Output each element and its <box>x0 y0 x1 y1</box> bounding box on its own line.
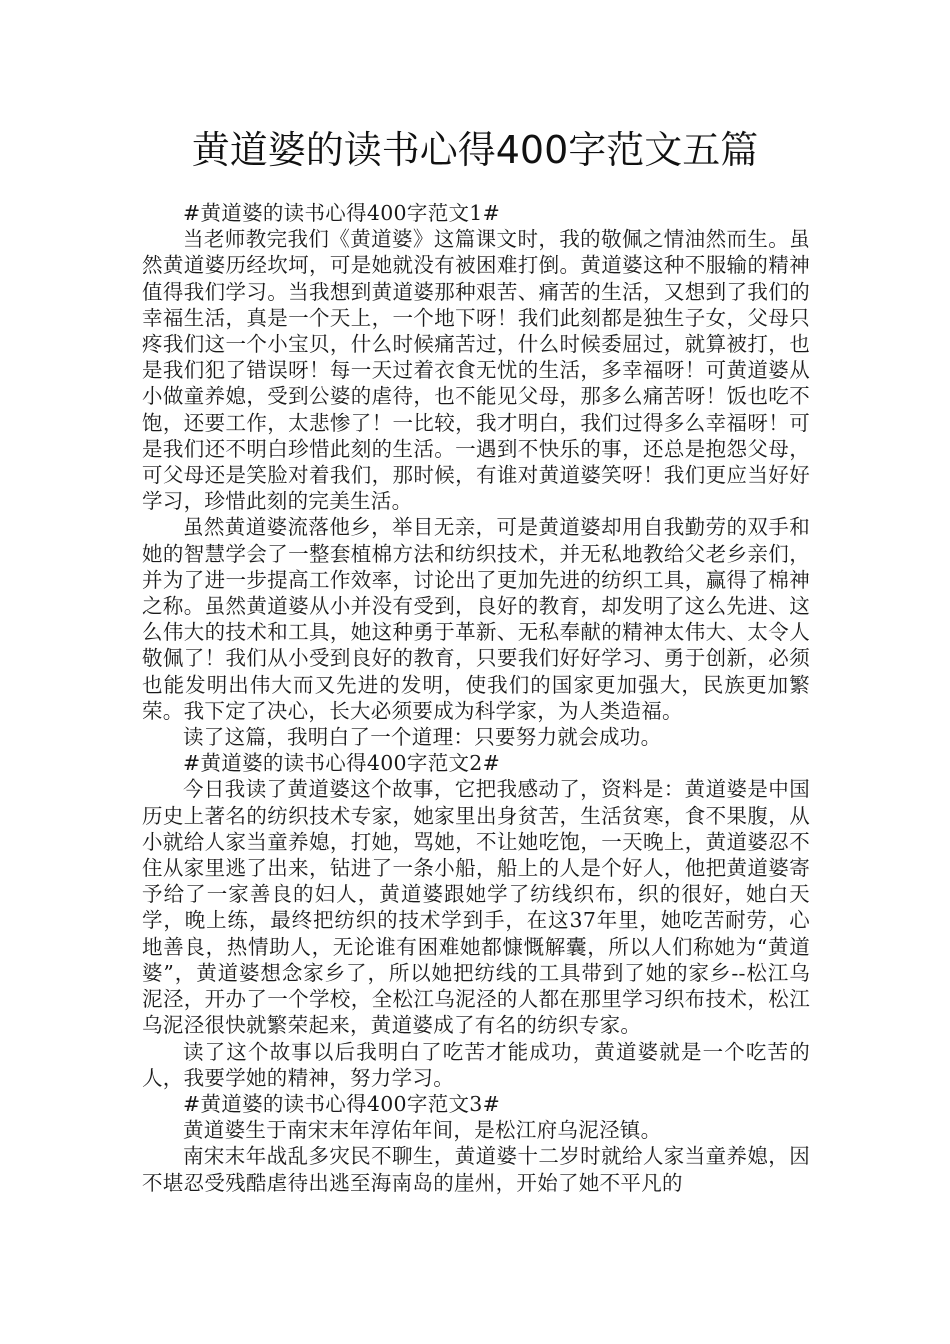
paragraph: 南宋末年战乱多灾民不聊生，黄道婆十二岁时就给人家当童养媳，因不堪忍受残酷虐待出逃至海南岛的崖州，开始了她不平凡的 <box>142 1144 810 1195</box>
paragraph: 读了这个故事以后我明白了吃苦才能成功，黄道婆就是一个吃苦的人，我要学她的精神，努力学习。 <box>142 1039 810 1090</box>
paragraph: 黄道婆生于南宋末年淳佑年间，是松江府乌泥泾镇。 <box>183 1118 662 1143</box>
paragraph: 今日我读了黄道婆这个故事，它把我感动了，资料是：黄道婆是中国历史上著名的纺织技术专家，她家里出身贫苦，生活贫寒，食不果腹，从小就给人家当童养媳，打她，骂她，不让她吃饱，一天晚上，黄道婆忍不住从家里逃了出来，钻进了一条小船，船上的人是个好人，他把黄道婆寄予给了一家善良的妇人，黄道婆跟她学了纺线织布，织的很好，她白天学，晚上练，最终把纺织的技术学到手，在这37年里，她吃苦耐劳，心地善良，热情助人，无论谁有困难她都慷慨解囊，所以人们称她为“黄道婆”，黄道婆想念家乡了，所以她把纺线的工具带到了她的家乡--松江乌泥泾，开办了一个学校，全松江乌泥泾的人都在那里学习织布技术，松江乌泥泾很快就繁荣起来，黄道婆成了有名的纺织专家。 <box>142 777 810 1038</box>
paragraph: 读了这篇，我明白了一个道理：只要努力就会成功。 <box>183 725 662 750</box>
paragraph: 当老师教完我们《黄道婆》这篇课文时，我的敬佩之情油然而生。虽然黄道婆历经坎坷，可是她就没有被困难打倒。黄道婆这种不服输的精神值得我们学习。当我想到黄道婆那种艰苦、痛苦的生活，又想到了我们的幸福生活，真是一个天上，一个地下呀！我们此刻都是独生子女，父母只疼我们这一个小宝贝，什么时候痛苦过，什么时候委屈过，就算被打，也是我们犯了错误呀！每一天过着衣食无忧的生活，多幸福呀！可黄道婆从小做童养媳，受到公婆的虐待，也不能见父母，那多么痛苦呀！饭也吃不饱，还要工作，太悲惨了！一比较，我才明白，我们过得多么幸福呀！可是我们还不明白珍惜此刻的生活。一遇到不快乐的事，还总是抱怨父母，可父母还是笑脸对着我们，那时候，有谁对黄道婆笑呀！我们更应当好好学习，珍惜此刻的完美生活。 <box>142 227 810 514</box>
section-heading-1: #黄道婆的读书心得400字范文1# <box>183 201 501 225</box>
paragraph: 虽然黄道婆流落他乡，举目无亲，可是黄道婆却用自我勤劳的双手和她的智慧学会了一整套植棉方法和纺织技术，并无私地教给父老乡亲们，并为了进一步提高工作效率，讨论出了更加先进的纺织工具，赢得了棉神之称。虽然黄道婆从小并没有受到，良好的教育，却发明了这么先进、这么伟大的技术和工具，她这种勇于革新、无私奉献的精神太伟大、太令人敬佩了！我们从小受到良好的教育，只要我们好好学习、勇于创新，必须也能发明出伟大而又先进的发明，使我们的国家更加强大，民族更加繁荣。我下定了决心，长大必须要成为科学家，为人类造福。 <box>142 515 810 723</box>
section-heading-3: #黄道婆的读书心得400字范文3# <box>183 1091 501 1116</box>
section-heading-2: #黄道婆的读书心得400字范文2# <box>183 751 501 776</box>
document-body <box>142 200 810 1196</box>
document-title: 黄道婆的读书心得400字范文五篇 <box>191 128 759 172</box>
